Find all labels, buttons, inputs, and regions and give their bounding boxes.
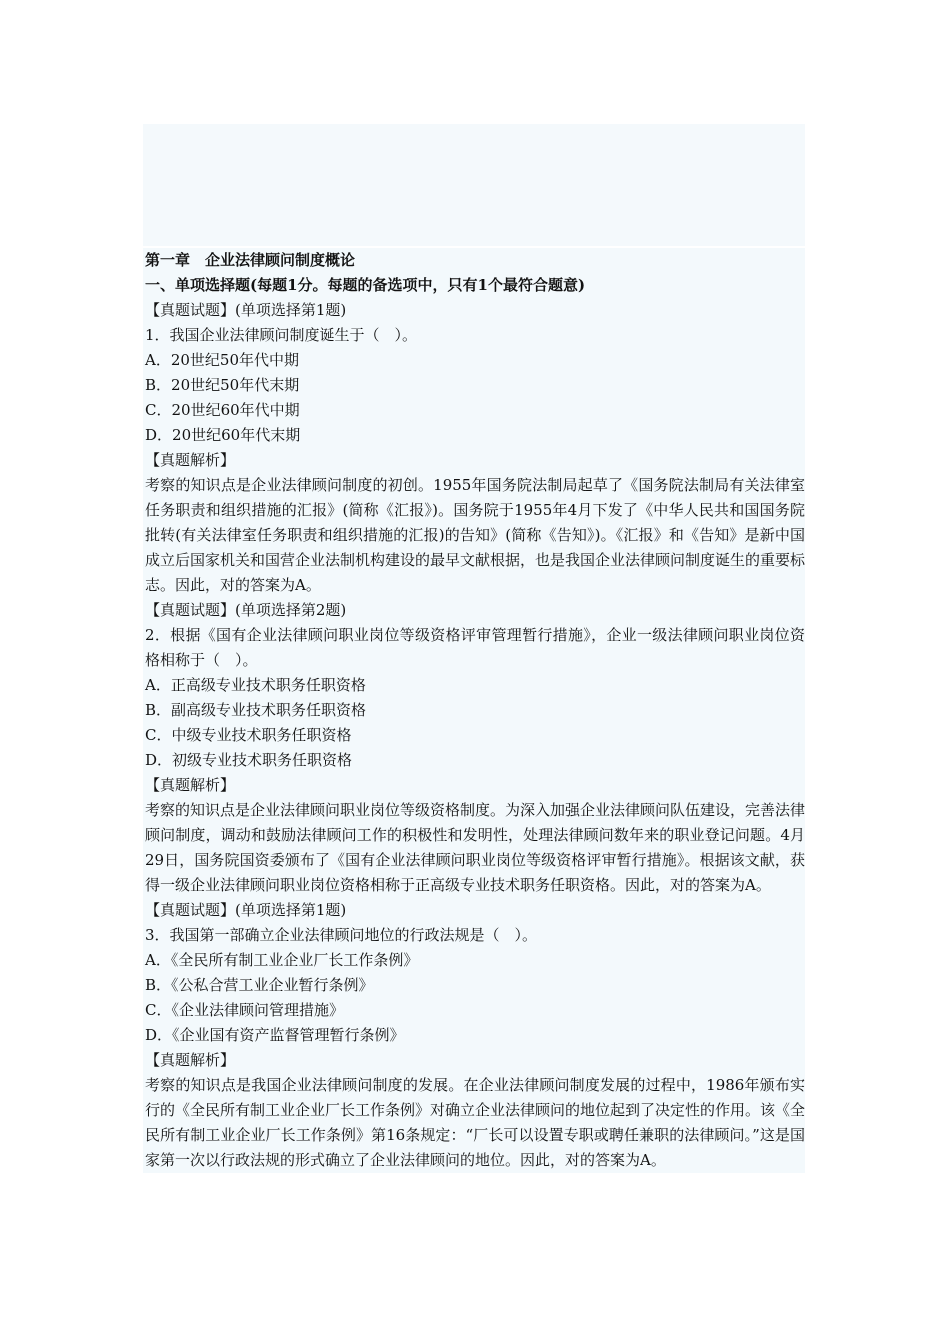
question-block-2 [143,598,805,898]
question-header: 【真题试题】(单项选择第1题) [145,301,347,319]
option-b: B．副高级专业技术职务任职资格 [145,701,367,719]
question-header: 【真题试题】(单项选择第2题) [145,601,347,619]
option-a: A．正高级专业技术职务任职资格 [145,676,366,694]
question-stem: 1．我国企业法律顾问制度诞生于（ ）。 [145,326,418,344]
option-d: D．《企业国有资产监督管理暂行条例》 [145,1026,405,1044]
analysis-text: 考察的知识点是企业法律顾问制度的初创。1955年国务院法制局起草了《国务院法制局有关法律室任务职责和组织措施的汇报》(简称《汇报》)。国务院于1955年4月下发了《中华人民共和国国务院批转(有关法律室任务职责和组织措施的汇报)的告知》(简称《告知》)。《汇报》和《告知》是新中国成立后国家机关和国营企业法制机构建设的最早文献根据，也是我国企业法律顾问制度诞生的重要标志。因此，对的答案为A。 [145,476,806,594]
analysis-header: 【真题解析】 [145,451,236,469]
question-block-1 [143,298,805,598]
option-d: D．初级专业技术职务任职资格 [145,751,353,769]
analysis-text: 考察的知识点是企业法律顾问职业岗位等级资格制度。为深入加强企业法律顾问队伍建设，完善法律顾问制度，调动和鼓励法律顾问工作的积极性和发明性，处理法律顾问数年来的职业登记问题。4月29日，国务院国资委颁布了《国有企业法律顾问职业岗位等级资格评审暂行措施》。根据该文献，获得一级企业法律顾问职业岗位资格相称于正高级专业技术职务任职资格。因此，对的答案为A。 [145,801,806,894]
analysis-header: 【真题解析】 [145,1051,236,1069]
option-d: D．20世纪60年代末期 [145,426,301,444]
question-header: 【真题试题】(单项选择第1题) [145,901,347,919]
analysis-text: 考察的知识点是我国企业法律顾问制度的发展。在企业法律顾问制度发展的过程中，1986年颁布实行的《全民所有制工业企业厂长工作条例》对确立企业法律顾问的地位起到了决定性的作用。该《全民所有制工业企业厂长工作条例》第16条规定：“厂长可以设置专职或聘任兼职的法律顾问。”这是国家第一次以行政法规的形式确立了企业法律顾问的地位。因此，对的答案为A。 [145,1076,806,1169]
option-a: A．20世纪50年代中期 [145,351,300,369]
question-stem: 2．根据《国有企业法律顾问职业岗位等级资格评审管理暂行措施》，企业一级法律顾问职业岗位资格相称于（ ）。 [145,626,805,669]
header-shaded-band [143,124,805,246]
chapter-title: 第一章 企业法律顾问制度概论 [145,251,356,269]
option-c: C．中级专业技术职务任职资格 [145,726,352,744]
option-c: C．20世纪60年代中期 [145,401,300,419]
document-body [143,248,805,1173]
question-block-3 [143,898,805,1173]
question-stem: 3．我国第一部确立企业法律顾问地位的行政法规是（ ）。 [145,926,538,944]
option-b: B．《公私合营工业企业暂行条例》 [145,976,374,994]
section-title: 一、单项选择题(每题1分。每题的备选项中，只有1个最符合题意) [145,276,586,294]
option-a: A．《全民所有制工业企业厂长工作条例》 [145,951,419,969]
option-b: B．20世纪50年代末期 [145,376,300,394]
analysis-header: 【真题解析】 [145,776,236,794]
option-c: C．《企业法律顾问管理措施》 [145,1001,344,1019]
